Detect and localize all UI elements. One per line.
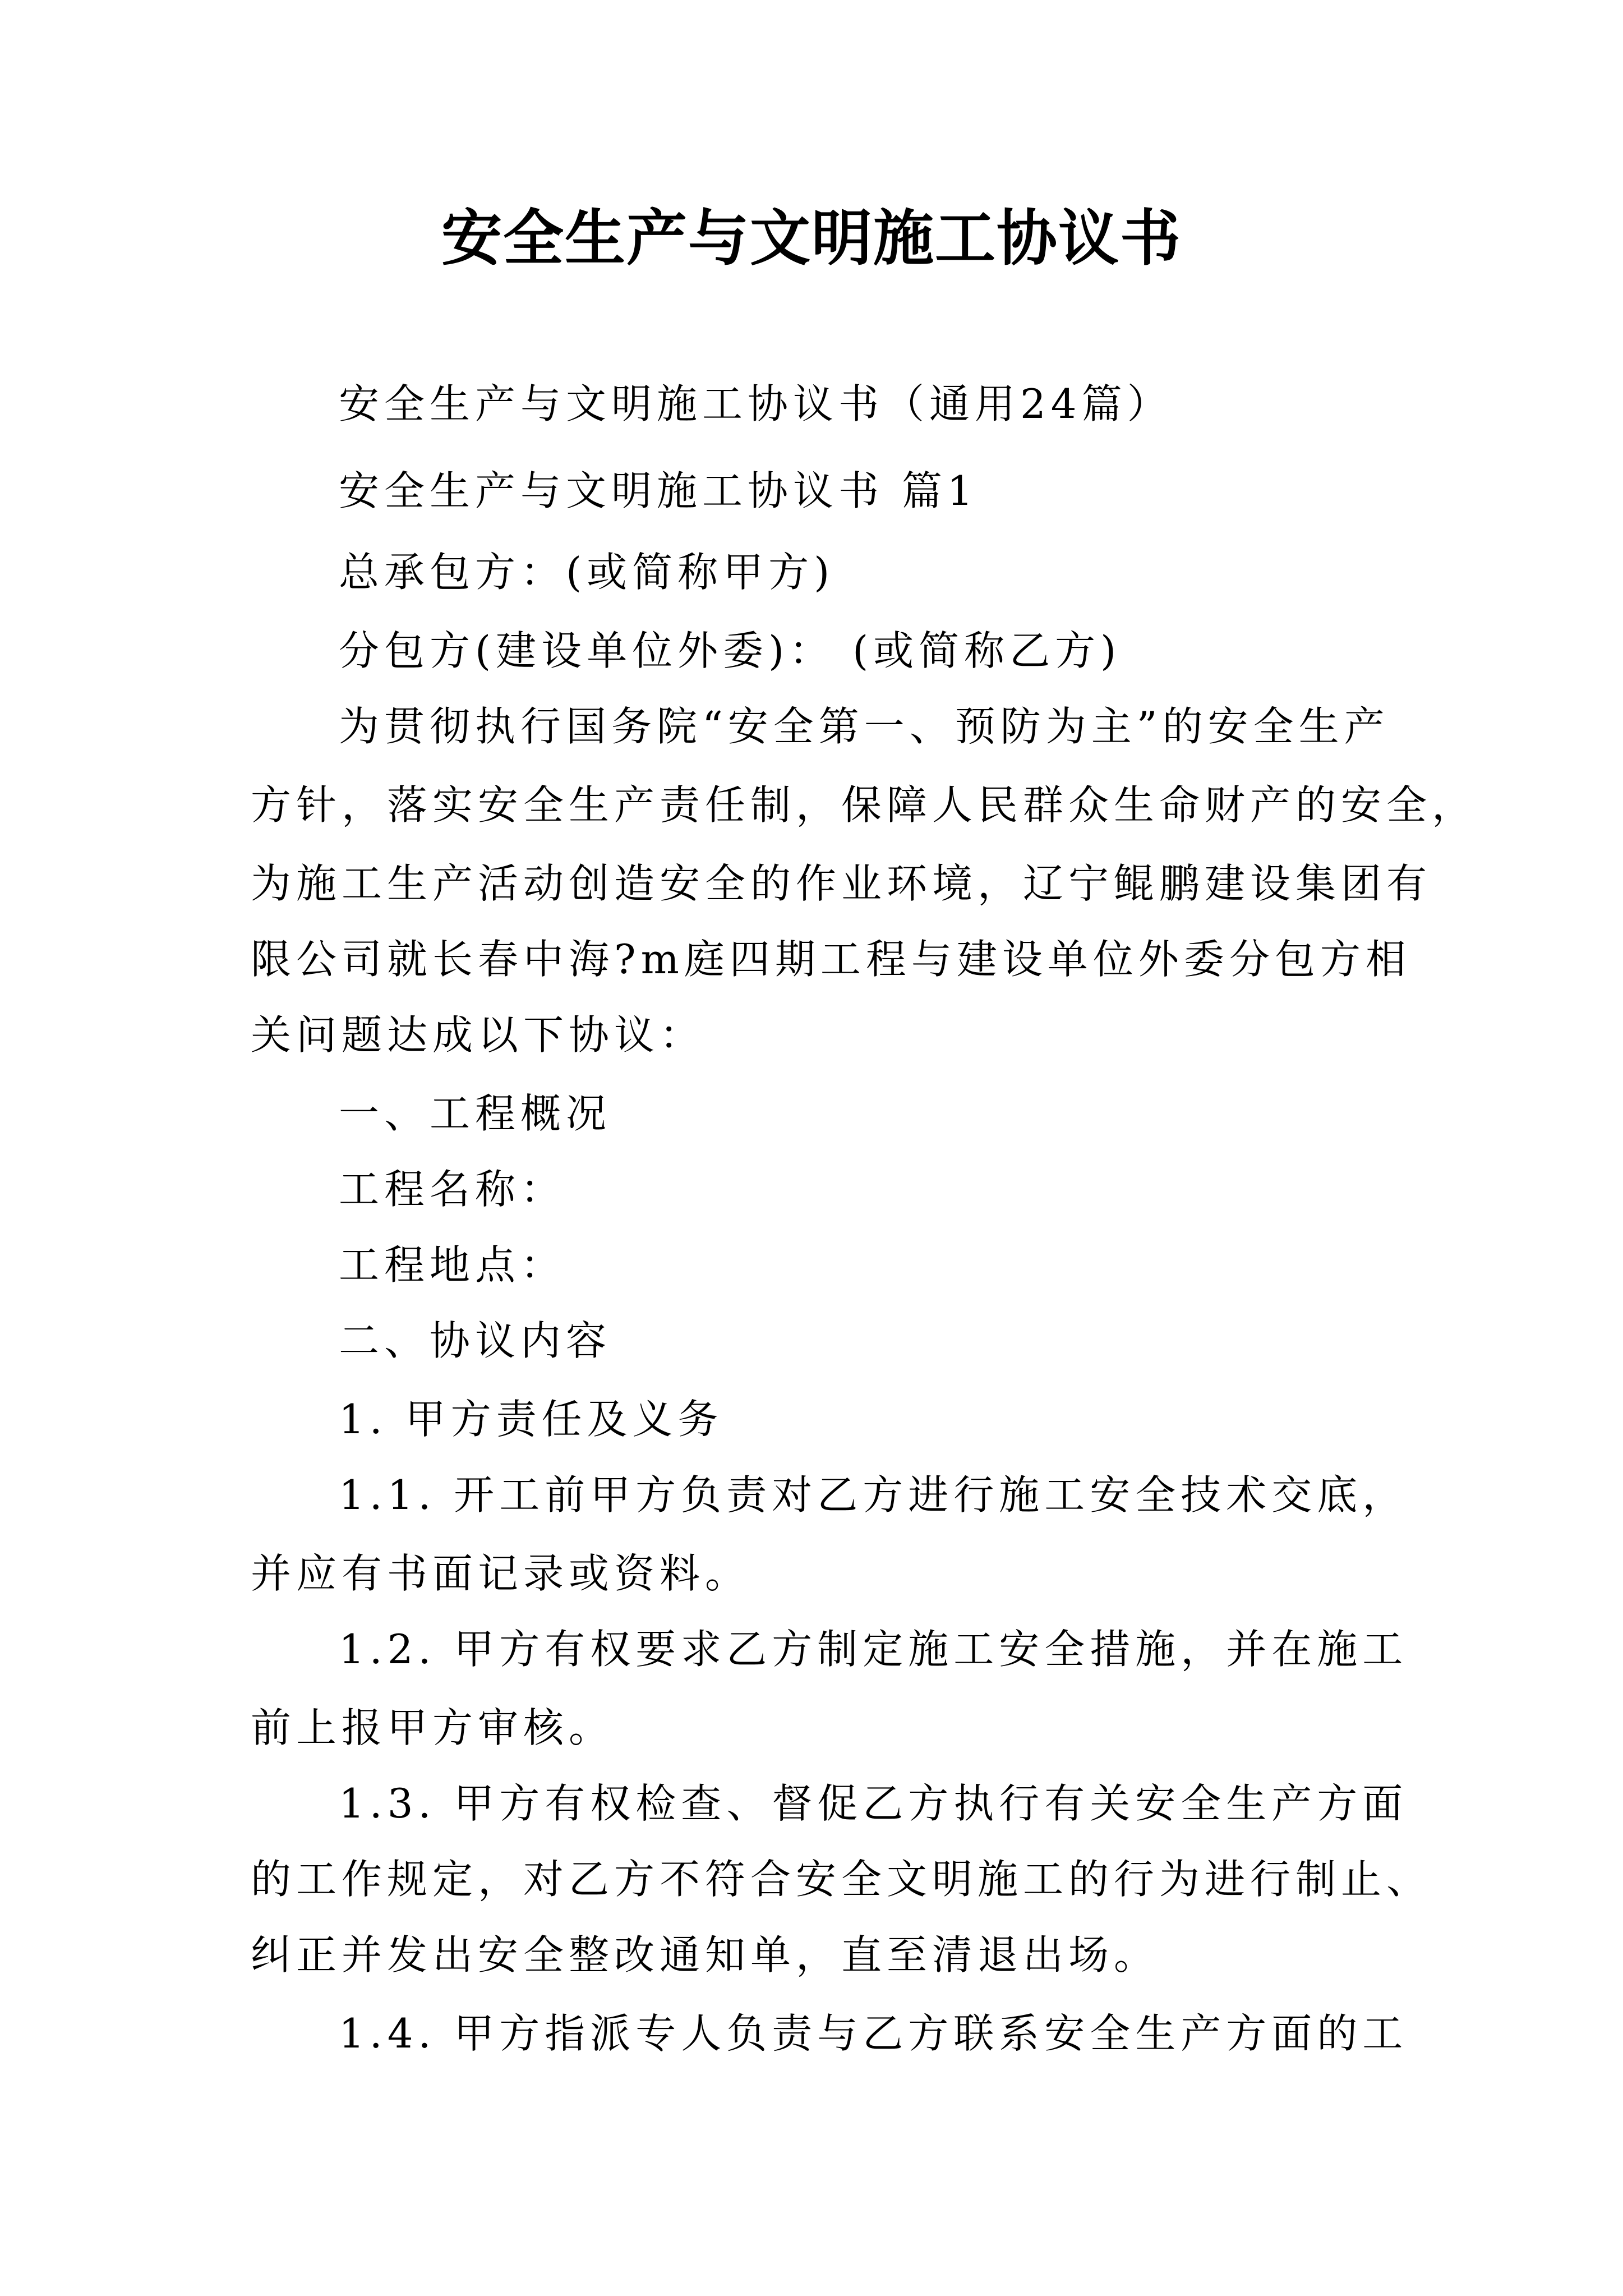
subtitle-line: 安全生产与文明施工协议书（通用24篇） xyxy=(339,380,1173,427)
paragraph-line: 分包方(建设单位外委)： (或简称乙方) xyxy=(339,627,1122,674)
document-title: 安全生产与文明施工协议书 xyxy=(441,203,1182,274)
paragraph-line: 总承包方：(或简称甲方) xyxy=(339,549,835,596)
paragraph-line: 纠正并发出安全整改通知单，直至清退出场。 xyxy=(251,1931,1160,1978)
paragraph-line: 工程名称： xyxy=(339,1166,566,1213)
paragraph-line: 1.1. 开工前甲方负责对乙方进行施工安全技术交底， xyxy=(339,1471,1408,1519)
section-heading: 一、工程概况 xyxy=(339,1090,612,1137)
paragraph-line: 1.2. 甲方有权要求乙方制定施工安全措施，并在施工 xyxy=(339,1626,1408,1673)
section-heading: 1. 甲方责任及义务 xyxy=(339,1396,723,1443)
paragraph-line: 工程地点： xyxy=(339,1241,566,1289)
paragraph-line: 方针，落实安全生产责任制，保障人民群众生命财产的安全， xyxy=(251,781,1478,829)
section-heading: 安全生产与文明施工协议书 篇1 xyxy=(339,467,978,514)
paragraph-line: 1.4. 甲方指派专人负责与乙方联系安全生产方面的工 xyxy=(339,2010,1408,2057)
section-heading: 二、协议内容 xyxy=(339,1317,612,1364)
paragraph-line: 的工作规定，对乙方不符合安全文明施工的行为进行制止、 xyxy=(251,1856,1432,1903)
paragraph-line: 为贯彻执行国务院“安全第一、预防为主”的安全生产 xyxy=(339,703,1390,750)
paragraph-line: 前上报甲方审核。 xyxy=(251,1704,615,1751)
paragraph-line: 1.3. 甲方有权检查、督促乙方执行有关安全生产方面 xyxy=(339,1780,1408,1827)
paragraph-line: 限公司就长春中海?m庭四期工程与建设单位外委分包方相 xyxy=(251,936,1411,983)
paragraph-line: 关问题达成以下协议： xyxy=(251,1011,706,1059)
paragraph-line: 为施工生产活动创造安全的作业环境，辽宁鲲鹏建设集团有 xyxy=(251,860,1432,907)
paragraph-line: 并应有书面记录或资料。 xyxy=(251,1550,751,1597)
